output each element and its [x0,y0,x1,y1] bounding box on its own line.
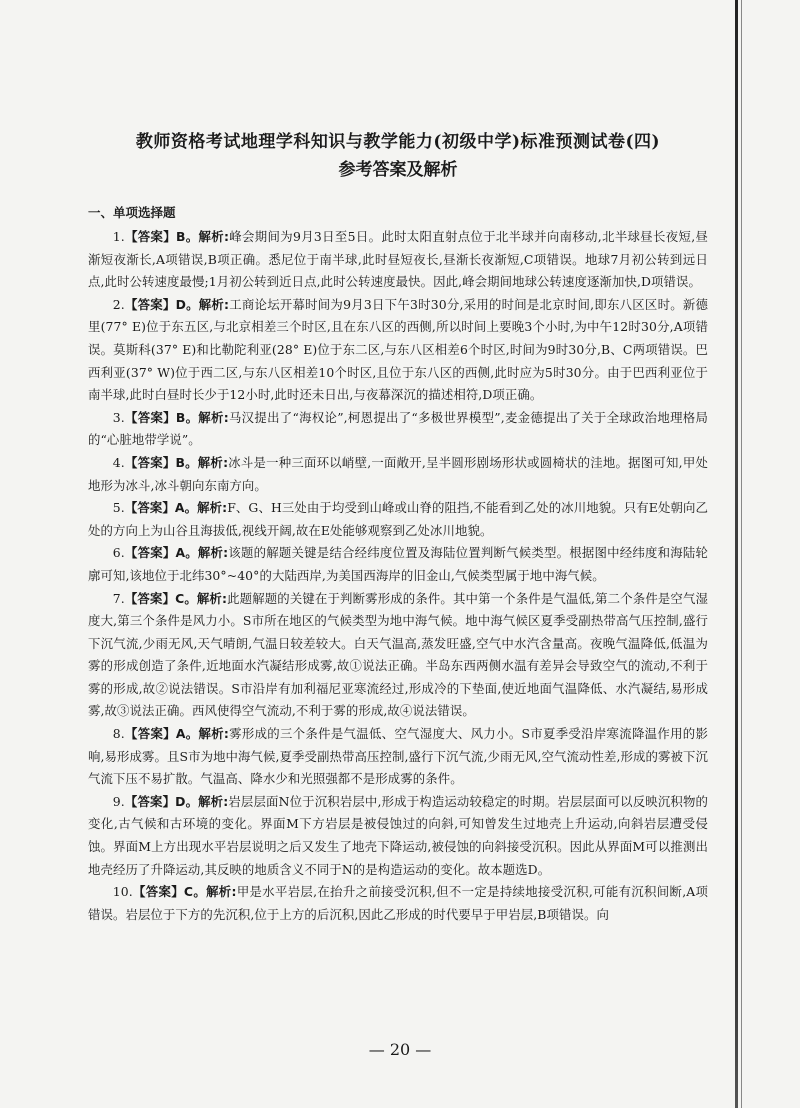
item-answer: 【答案】A。解析: [124,545,229,561]
question-item [88,226,708,294]
item-number: 3. [112,409,125,425]
item-answer: 【答案】A。解析: [124,500,228,516]
item-answer: 【答案】B。解析: [124,409,229,425]
document-title: 教师资格考试地理学科知识与教学能力(初级中学)标准预测试卷(四) [135,132,661,152]
scan-binding-line [741,0,742,1108]
item-number: 1. [112,229,125,244]
question-item [88,542,708,587]
page-number: — 20 — [368,1040,432,1059]
item-text: 此题解题的关键在于判断雾形成的条件。其中第一个条件是气温低,第二个条件是空气湿度大,第三个条件是风力小。S市所在地区的气候类型为地中海气候。地中海气候区夏季受副热带高气压控制,盛行下沉气流,少雨无风,天气晴朗,气温日较差较大。白天气温高,蒸发旺盛,空气中水汽含量高。夜晚气温降低,低温为雾的形成创造了条件,近地面水汽凝结形成雾,故①说法正确。半岛东西两侧水温有差异会导致空气的流动,不利于雾的形成,故②说法错误。S市沿岸有加利福尼亚寒流经过,形成冷的下垫面,使近地面气温降低、水汽凝结,易形成雾,故③说法正确。西风使得空气流动,不利于雾的形成,故④说法错误。 [88,590,709,719]
item-answer: 【答案】C。解析: [124,590,228,606]
item-text: 马汉提出了“海权论”,柯恩提出了“多极世界模型”,麦金德提出了关于全球政治地理格局的“心脏地带学说”。 [88,409,708,448]
item-number: 2. [112,296,125,312]
question-item [88,452,708,497]
section-title: 一、单项选择题 [88,205,176,220]
item-answer: 【答案】D。解析: [124,296,230,312]
question-item [88,497,708,542]
item-text: 甲是水平岩层,在抬升之前接受沉积,但不一定是持续地接受沉积,可能有沉积间断,A项错误。岩层位于下方的先沉积,位于上方的后沉积,因此乙形成的时代要早于甲岩层,B项错误。向 [88,884,709,922]
item-text: 岩层层面N位于沉积岩层中,形成于构造运动较稳定的时期。岩层层面可以反映沉积物的变化,古气候和古环境的变化。界面M下方岩层是被侵蚀过的向斜,可知曾发生过地壳上升运动,向斜岩层遭受侵蚀。界面M上方出现水平岩层说明之后又发生了地壳下降运动,被侵蚀的向斜接受沉积。因此从界面M可以推测出地壳经历了升降运动,其反映的地质含义不同于N的是构造运动的变化。故本题选D。 [88,793,708,877]
document-page [88,128,708,926]
item-text: 工商论坛开幕时间为9月3日下午3时30分,采用的时间是北京时间,即东八区区时。新德里(77° E)位于东五区,与北京相差三个时区,且在东八区的西侧,所以时间上要晚3个小时,为中午12时30分,A项错误。莫斯科(37° E)和比勒陀利亚(28° E)位于东二区,与东八区相差6个时区,时间为9时30分,B、C两项错误。巴西利亚(37° W)位于西二区,与东八区相差10个时区,且位于东八区的西侧,此时应为5时30分。由于巴西利亚位于南半球,此时白昼时长少于12小时,此时还未日出,与夜幕深沉的描述相符,D项正确。 [88,296,708,403]
item-number: 5. [112,500,125,516]
question-item [88,588,708,724]
item-number: 10. [112,884,133,900]
document-subtitle: 参考答案及解析 [338,160,458,180]
item-answer: 【答案】A。解析: [124,726,229,742]
item-answer: 【答案】B。解析: [124,454,229,470]
question-item [88,881,708,926]
question-item [88,294,708,407]
item-answer: 【答案】D。解析: [124,793,229,809]
scan-binding-edge [735,0,738,1108]
item-answer: 【答案】C。解析: [132,884,237,900]
item-text: 雾形成的三个条件是气温低、空气湿度大、风力小。S市夏季受沿岸寒流降温作用的影响,易形成雾。且S市为地中海气候,夏季受副热带高压控制,盛行下沉气流,少雨无风,空气流动性差,形成的雾被下沉气流下压不易扩散。气温高、降水少和光照强都不是形成雾的条件。 [88,726,708,787]
item-text: 峰会期间为9月3日至5日。此时太阳直射点位于北半球并向南移动,北半球昼长夜短,昼渐短夜渐长,A项错误,B项正确。悉尼位于南半球,此时昼短夜长,昼渐长夜渐短,C项错误。地球7月初公转到远日点,此时公转速度最慢;1月初公转到近日点,此时公转速度最快。因此,峰会期间地球公转速度逐渐加快,D项错误。 [88,229,708,290]
item-number: 6. [112,545,125,561]
question-item [88,723,708,791]
item-number: 7. [112,590,125,606]
item-text: 冰斗是一种三面环以峭壁,一面敞开,呈半圆形剧场形状或圆椅状的洼地。据图可知,甲处地形为冰斗,冰斗朝向东南方向。 [88,454,708,493]
item-number: 9. [112,793,125,809]
question-item [88,791,708,881]
item-text: F、G、H三处由于均受到山峰或山脊的阻挡,不能看到乙处的冰川地貌。只有E处朝向乙处的方向上为山谷且海拔低,视线开阔,故在E处能够观察到乙处冰川地貌。 [88,500,708,538]
item-number: 4. [112,454,125,470]
item-text: 该题的解题关键是结合经纬度位置及海陆位置判断气候类型。根据图中经纬度和海陆轮廓可知,该地位于北纬30°~40°的大陆西岸,为美国西海岸的旧金山,气候类型属于地中海气候。 [88,545,708,583]
item-answer: 【答案】B。解析: [124,229,230,244]
question-item [88,407,708,452]
item-number: 8. [112,726,125,742]
